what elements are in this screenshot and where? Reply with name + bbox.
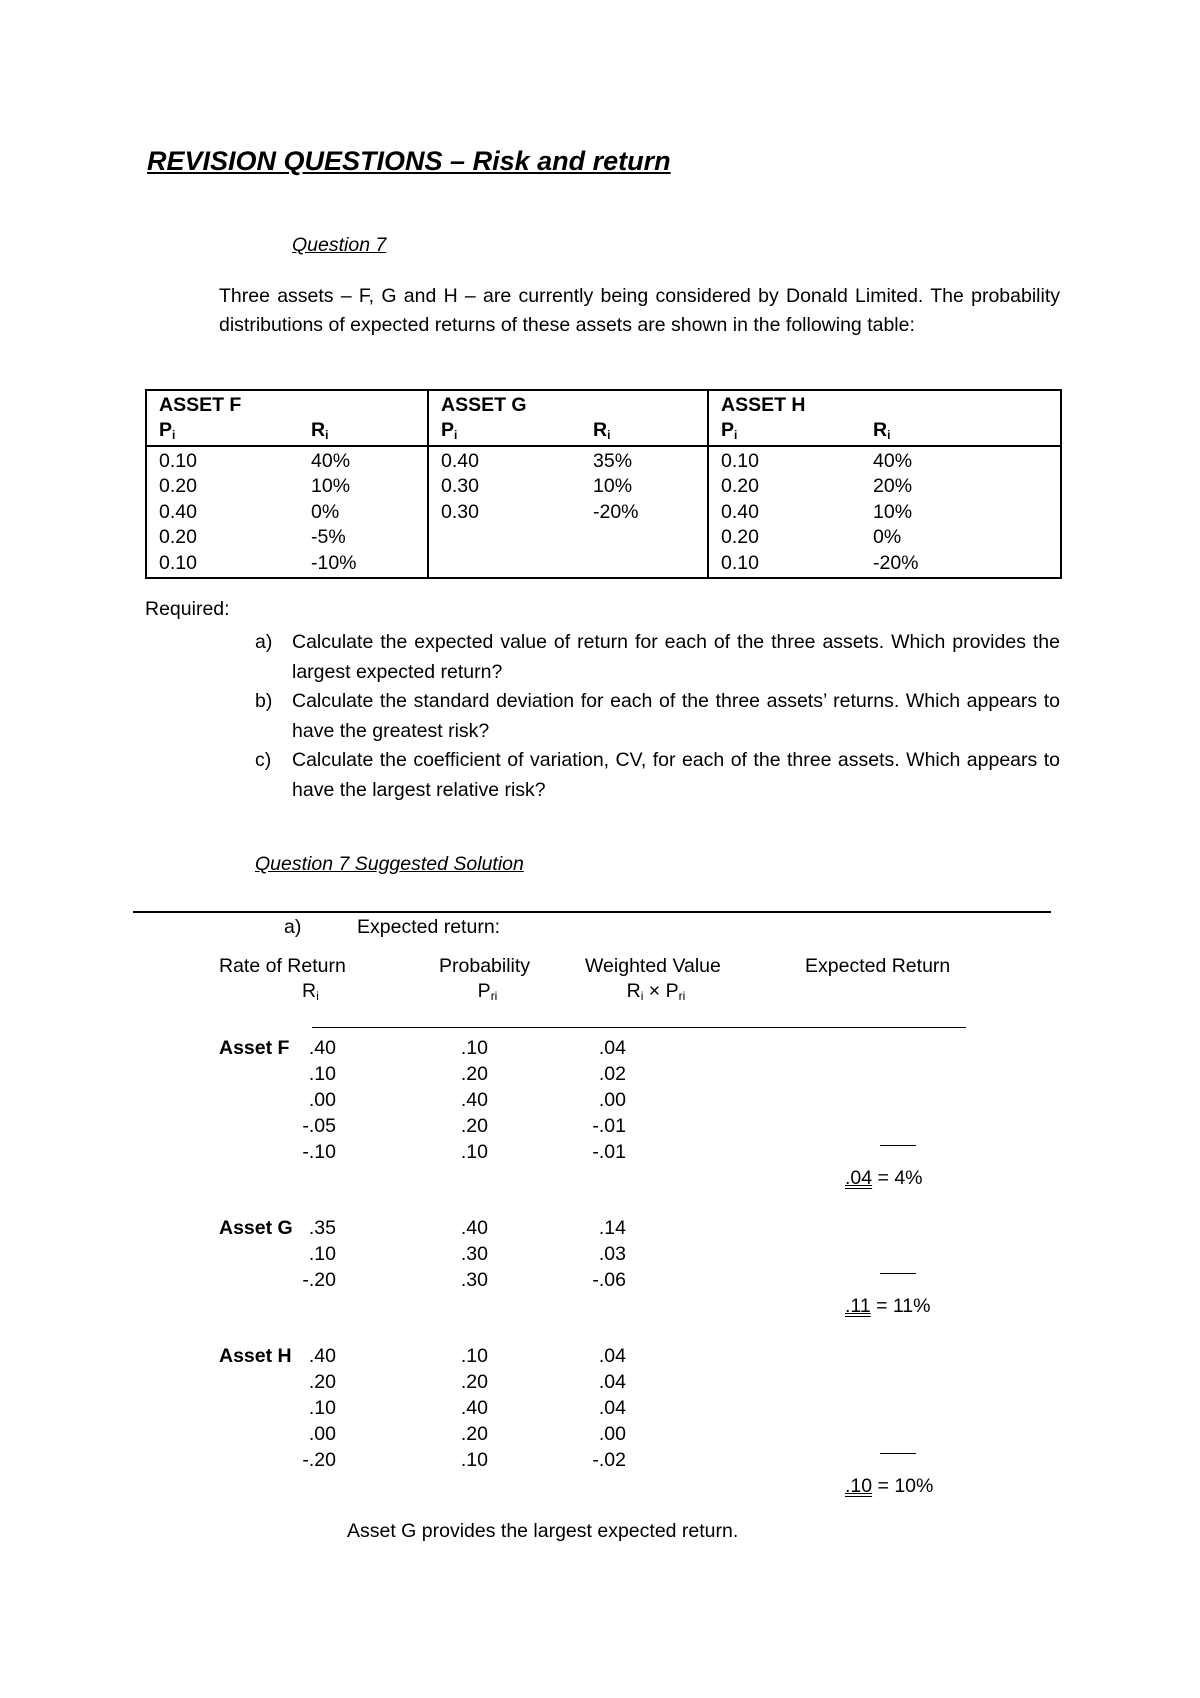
table-cell: -.02 [592,1449,626,1471]
table-cell: .00 [598,1423,626,1445]
table-cell: -.20 [302,1449,336,1471]
table-cell: .00 [598,1089,626,1111]
table-cell: .40 [460,1397,488,1419]
question-heading: Question 7 [292,234,387,256]
expected-return-total: .04 = 4% [845,1167,923,1189]
table-cell: .20 [308,1371,336,1393]
list-item: b) Calculate the standard deviation for each of the three assets’ returns. Which appears to have the greatest risk? [255,690,1060,742]
asset-h-header [708,390,1061,446]
table-cell: -.20 [302,1269,336,1291]
table-cell: .10 [308,1243,336,1265]
col-p: $P_i$ [441,419,458,442]
col-r: $R_i$ [873,419,891,442]
table-cell: .00 [308,1423,336,1445]
col-p: $P_i$ [159,419,176,442]
table-cell: .00 [308,1089,336,1111]
table-cell: .10 [460,1141,488,1163]
table-cell: -.01 [592,1115,626,1137]
asset-name: ASSET H [721,394,806,416]
table-cell: .40 [460,1089,488,1111]
conclusion: Asset G provides the largest expected return. [347,1520,739,1542]
col-header-rate: Rate of Return $R_i$ [219,955,346,1003]
table-cell: .20 [460,1115,488,1137]
table-cell: .04 [598,1397,626,1419]
probability-table [145,389,1062,579]
asset-label: Asset H [219,1345,292,1367]
table-cell: .40 [308,1345,336,1367]
table-cell: .40 [308,1037,336,1059]
expected-return-total: .11 = 11% [845,1295,931,1317]
asset-label: Asset G [219,1217,293,1239]
asset-g-values: 0.40 35% 0.30 10% 0.30 -20% [428,446,708,579]
table-cell: .30 [460,1269,488,1291]
table-cell: -.06 [592,1269,626,1291]
list-item: a) Calculate the expected value of return for each of the three assets. Which provides the largest expected return? [255,631,1060,683]
asset-h-values: 0.10 40% 0.20 20% 0.40 10% 0.20 0% 0.10 -20% [708,446,1061,579]
col-p: $P_i$ [721,419,738,442]
table-cell: .04 [598,1371,626,1393]
table-cell: .35 [308,1217,336,1239]
solution-heading: Question 7 Suggested Solution [255,853,524,875]
sum-line [880,1273,916,1274]
col-r: $R_i$ [311,419,329,442]
col-header-expected: Expected Return [805,955,951,977]
table-cell: .10 [460,1449,488,1471]
table-cell: .04 [598,1037,626,1059]
table-cell: .20 [460,1423,488,1445]
page-title: REVISION QUESTIONS – Risk and return [147,146,671,176]
asset-g-header [428,390,708,446]
col-header-weighted: Weighted Value $R_i \times P_{ri}$ [585,955,721,1003]
table-cell: -.10 [302,1141,336,1163]
table-cell: .04 [598,1345,626,1367]
asset-name: ASSET G [441,394,527,416]
intro-paragraph: Three assets – F, G and H – are currently being considered by Donald Limited. The probability distributions of expected returns of these assets are shown in the following table: [219,285,1060,336]
table-cell: .14 [598,1217,626,1239]
asset-f-header [146,390,428,446]
part-title: Expected return: [357,916,501,938]
table-cell: .10 [460,1037,488,1059]
table-cell: .10 [460,1345,488,1367]
required-list [255,628,1060,805]
asset-f-values: 0.10 40% 0.20 10% 0.40 0% 0.20 -5% 0.10 -10% [146,446,428,579]
part-label: a) [284,916,302,938]
expected-return-total: .10 = 10% [845,1475,934,1497]
required-label: Required: [145,598,230,620]
table-cell: .30 [460,1243,488,1265]
table-cell: -.01 [592,1141,626,1163]
table-cell: .20 [460,1063,488,1085]
col-header-probability: Probability $P_{ri}$ [439,955,531,1003]
table-cell: .20 [460,1371,488,1393]
table-cell: .10 [308,1063,336,1085]
header-underline [312,1027,966,1028]
sum-line [880,1453,916,1454]
sum-line [880,1145,916,1146]
list-item: c) Calculate the coefficient of variation, CV, for each of the three assets. Which appears to have the largest relative risk? [255,749,1060,801]
table-cell: -.05 [302,1115,336,1137]
col-r: $R_i$ [593,419,611,442]
divider [133,911,1051,913]
table-cell: .10 [308,1397,336,1419]
table-cell: .03 [598,1243,626,1265]
table-cell: .40 [460,1217,488,1239]
asset-label: Asset F [219,1037,290,1059]
table-cell: .02 [598,1063,626,1085]
asset-name: ASSET F [159,394,242,416]
